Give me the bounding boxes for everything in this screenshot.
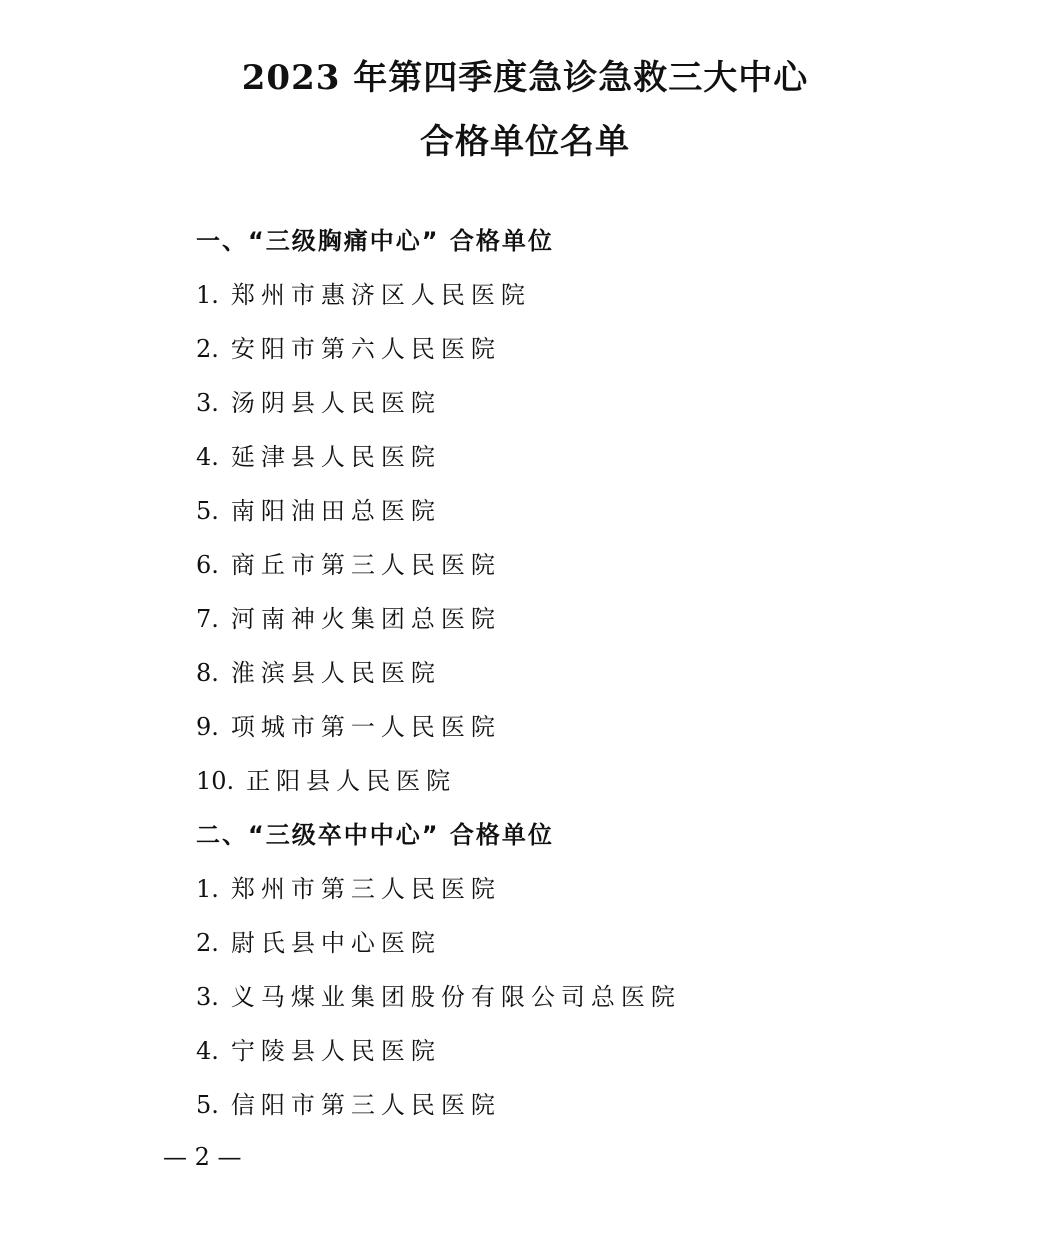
list-item	[196, 766, 531, 820]
item-text: 郑州市惠济区人民医院	[230, 281, 531, 309]
item-text: 南阳油田总医院	[230, 497, 441, 525]
item-text: 义马煤业集团股份有限公司总医院	[230, 983, 681, 1011]
list-item	[196, 1036, 681, 1090]
item-text: 河南神火集团总医院	[230, 605, 501, 633]
stroke-center-list	[196, 874, 681, 1144]
item-number: 8.	[196, 659, 219, 687]
list-item	[196, 1090, 681, 1144]
item-number: 6.	[196, 551, 219, 579]
list-item	[196, 334, 531, 388]
item-number: 1.	[196, 875, 219, 903]
item-number: 1.	[196, 281, 219, 309]
page-number: — 2 —	[163, 1143, 242, 1171]
list-item	[196, 388, 531, 442]
list-item	[196, 928, 681, 982]
item-number: 2.	[196, 335, 219, 363]
item-text: 项城市第一人民医院	[230, 713, 501, 741]
list-item	[196, 874, 681, 928]
list-item	[196, 712, 531, 766]
list-item	[196, 550, 531, 604]
section-heading-chest-pain: 一、“三级胸痛中心” 合格单位	[196, 227, 554, 255]
item-text: 尉氏县中心医院	[230, 929, 441, 957]
item-text: 商丘市第三人民医院	[230, 551, 501, 579]
list-item	[196, 280, 531, 334]
list-item	[196, 442, 531, 496]
item-text: 信阳市第三人民医院	[230, 1091, 501, 1119]
list-item	[196, 496, 531, 550]
item-number: 4.	[196, 1037, 219, 1065]
item-text: 汤阴县人民医院	[230, 389, 441, 417]
item-number: 3.	[196, 389, 219, 417]
list-item	[196, 658, 531, 712]
item-number: 5.	[196, 1091, 219, 1119]
document-title-line-2: 合格单位名单	[420, 122, 630, 162]
item-number: 2.	[196, 929, 219, 957]
item-text: 正阳县人民医院	[246, 767, 457, 795]
item-number: 4.	[196, 443, 219, 471]
section-heading-stroke: 二、“三级卒中中心” 合格单位	[196, 821, 554, 849]
item-number: 5.	[196, 497, 219, 525]
list-item	[196, 604, 531, 658]
item-text: 郑州市第三人民医院	[230, 875, 501, 903]
item-number: 3.	[196, 983, 219, 1011]
item-number: 7.	[196, 605, 219, 633]
item-text: 宁陵县人民医院	[230, 1037, 441, 1065]
list-item	[196, 982, 681, 1036]
document-title-line-1: 2023 年第四季度急诊急救三大中心	[241, 58, 809, 98]
chest-pain-center-list	[196, 280, 531, 820]
item-text: 淮滨县人民医院	[230, 659, 441, 687]
item-text: 延津县人民医院	[230, 443, 441, 471]
item-number: 9.	[196, 713, 219, 741]
item-text: 安阳市第六人民医院	[230, 335, 501, 363]
item-number: 10.	[196, 767, 235, 795]
